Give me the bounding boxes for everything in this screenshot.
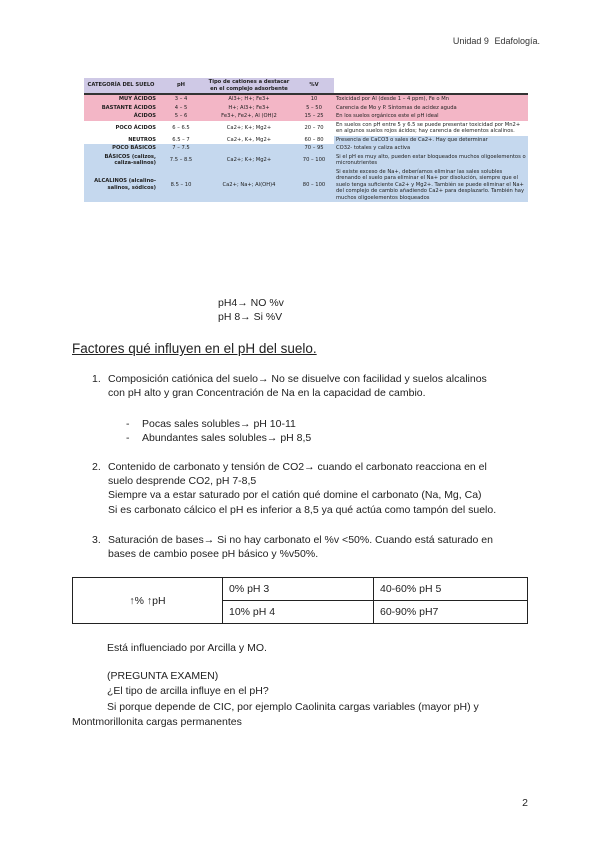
cell-header: ↑% ↑pH	[73, 578, 223, 624]
cell-cations: Al3+; H+; Fe3+	[204, 94, 294, 104]
cell-v: 20 – 70	[294, 121, 334, 136]
cell-note: CO32- totales y caliza activa	[334, 144, 528, 153]
header-unit: Unidad 9	[452, 36, 489, 46]
cell-note: En suelos con pH entre 5 y 6.5 se puede presentar toxicidad por Mn2+ en algunos suelos rojos ácidos; hay carencia de elementos alcalinos.	[334, 121, 528, 136]
table-row	[84, 94, 528, 104]
cell-cations: H+; Al3+; Fe3+	[204, 104, 294, 113]
cell-note: Carencia de Mo y P. Síntomas de acidez aguda	[334, 104, 528, 113]
cell-ph: 7 – 7.5	[158, 144, 204, 153]
cell-note: Presencia de CaCO3 o sales de Ca2+. Hay que determinar	[334, 136, 528, 145]
cell: 10% pH 4	[223, 601, 374, 624]
table-row	[84, 144, 528, 153]
ph-line: pH4→ NO %v	[218, 297, 284, 309]
cell-ph: 6.5 – 7	[158, 136, 204, 145]
cell-cations: Ca2+; K+; Mg2+	[204, 153, 294, 168]
item-text: Composición catiónica del suelo→ No se disuelve con facilidad y suelos alcalinos	[108, 373, 487, 385]
item-text: Contenido de carbonato y tensión de CO2→ cuando el carbonato reacciona en el	[108, 461, 487, 473]
section-title: Factores qué influyen en el pH del suelo.	[72, 341, 317, 356]
cell-category: MUY ÁCIDOS	[84, 94, 158, 104]
item-text: con pH alto y gran Concentración de Na en la capacidad de cambio.	[108, 387, 426, 400]
item-number: 3.	[92, 534, 101, 546]
paragraph: Montmorillonita cargas permanentes	[72, 716, 242, 728]
cell: 0% pH 3	[223, 578, 374, 601]
table-header-row	[84, 78, 528, 94]
cell-ph: 6 – 6.5	[158, 121, 204, 136]
cell-cations: Ca2+; K+; Mg2+	[204, 121, 294, 136]
table-row	[84, 112, 528, 121]
cell-ph: 7.5 – 8.5	[158, 153, 204, 168]
cell: 40-60% pH 5	[374, 578, 528, 601]
cell-ph: 4 – 5	[158, 104, 204, 113]
cell-note: Si existe exceso de Na+, deberíamos eliminar las sales solubles drenando el suelo para eliminar el Na+ por disolución, siempre que el suelo tenga suficiente Ca2+ y Mg2+. También se puede eliminar el Na+ del complejo de cambio añadiendo Ca2+ para desplazarlo. También hay muchos oligoelementos bloqueados	[334, 168, 528, 203]
bullet-text: Pocas sales solubles→ pH 10-11	[142, 418, 296, 430]
cell-ph: 5 – 6	[158, 112, 204, 121]
cell-v: 70 – 100	[294, 153, 334, 168]
table-row	[73, 578, 528, 601]
ph-notes	[218, 296, 284, 324]
page-header	[453, 36, 540, 46]
table-header: CATEGORÍA DEL SUELO	[84, 78, 158, 94]
list-item-1	[92, 372, 487, 400]
table-header: %V	[294, 78, 334, 94]
cell-v: 60 – 80	[294, 136, 334, 145]
page-number: 2	[522, 797, 528, 809]
table-row	[84, 153, 528, 168]
item-text: Saturación de bases→ Si no hay carbonato el %v <50%. Cuando está saturado en	[108, 534, 493, 546]
cell-ph: 3 – 4	[158, 94, 204, 104]
list-item-2	[92, 460, 496, 517]
cell-category: ALCALINOS (alcalino-salinos, sódicos)	[84, 168, 158, 203]
bullet-text: Abundantes sales solubles→ pH 8,5	[142, 432, 312, 445]
cell-category: ÁCIDOS	[84, 112, 158, 121]
table-row	[84, 136, 528, 145]
table-row	[84, 104, 528, 113]
cell-v: 70 – 95	[294, 144, 334, 153]
cell-v: 5 – 50	[294, 104, 334, 113]
ph-category-table	[84, 78, 528, 202]
cell-note: Si el pH es muy alto, pueden estar bloqueados muchos oligoelementos o micronutrientes	[334, 153, 528, 168]
bullet-list	[126, 417, 311, 445]
ph-line: pH 8→ Si %V	[218, 311, 283, 323]
saturation-table	[72, 577, 528, 624]
cell: 60-90% pH7	[374, 601, 528, 624]
cell-cations	[204, 144, 294, 153]
item-text: Si es carbonato cálcico el pH es inferior a 8,5 ya qué actúa como tampón del suelo.	[108, 503, 497, 516]
cell-note: En los suelos orgánicos este el pH ideal	[334, 112, 528, 121]
cell-category: NEUTROS	[84, 136, 158, 145]
cell-ph: 8.5 – 10	[158, 168, 204, 203]
cell-v: 10	[294, 94, 334, 104]
paragraph: Si porque depende de CIC, por ejemplo Caolinita cargas variables (mayor pH) y	[107, 701, 479, 713]
cell-cations: Ca2+; Na+; Al(OH)4	[204, 168, 294, 203]
item-number: 2.	[92, 461, 101, 473]
paragraph: (PREGUNTA EXAMEN)	[107, 670, 219, 682]
cell-note: Toxicidad por Al (desde 1 – 4 ppm), Fe o Mn	[334, 94, 528, 104]
paragraph: Está influenciado por Arcilla y MO.	[107, 642, 267, 654]
cell-category: POCO BÁSICOS	[84, 144, 158, 153]
cell-cations: Fe3+, Fe2+, Al (OH)2	[204, 112, 294, 121]
table-header: pH	[158, 78, 204, 94]
item-text: Siempre va a estar saturado por el catión qué domine el carbonato (Na, Mg, Ca)	[108, 489, 482, 502]
cell-category: BÁSICOS (calizos, caliza-salinos)	[84, 153, 158, 168]
table-row	[84, 168, 528, 203]
cell-v: 15 – 25	[294, 112, 334, 121]
cell-cations: Ca2+, K+, Mg2+	[204, 136, 294, 145]
dash-bullet: -	[126, 418, 130, 430]
header-subject: Edafología.	[494, 36, 540, 46]
paragraph: ¿El tipo de arcilla influye en el pH?	[107, 685, 269, 697]
item-number: 1.	[92, 373, 101, 385]
item-text: bases de cambio posee pH básico y %v50%.	[108, 548, 319, 561]
item-text: suelo desprende CO2, pH 7-8,5	[108, 475, 257, 488]
table-row	[84, 121, 528, 136]
cell-category: BASTANTE ÁCIDOS	[84, 104, 158, 113]
table-header: Tipo de cationes a destacar en el complejo adsorbente	[204, 78, 294, 94]
cell-v: 80 – 100	[294, 168, 334, 203]
cell-category: POCO ÁCIDOS	[84, 121, 158, 136]
list-item-3	[92, 533, 493, 561]
table-header	[334, 78, 528, 94]
dash-bullet: -	[126, 432, 130, 445]
